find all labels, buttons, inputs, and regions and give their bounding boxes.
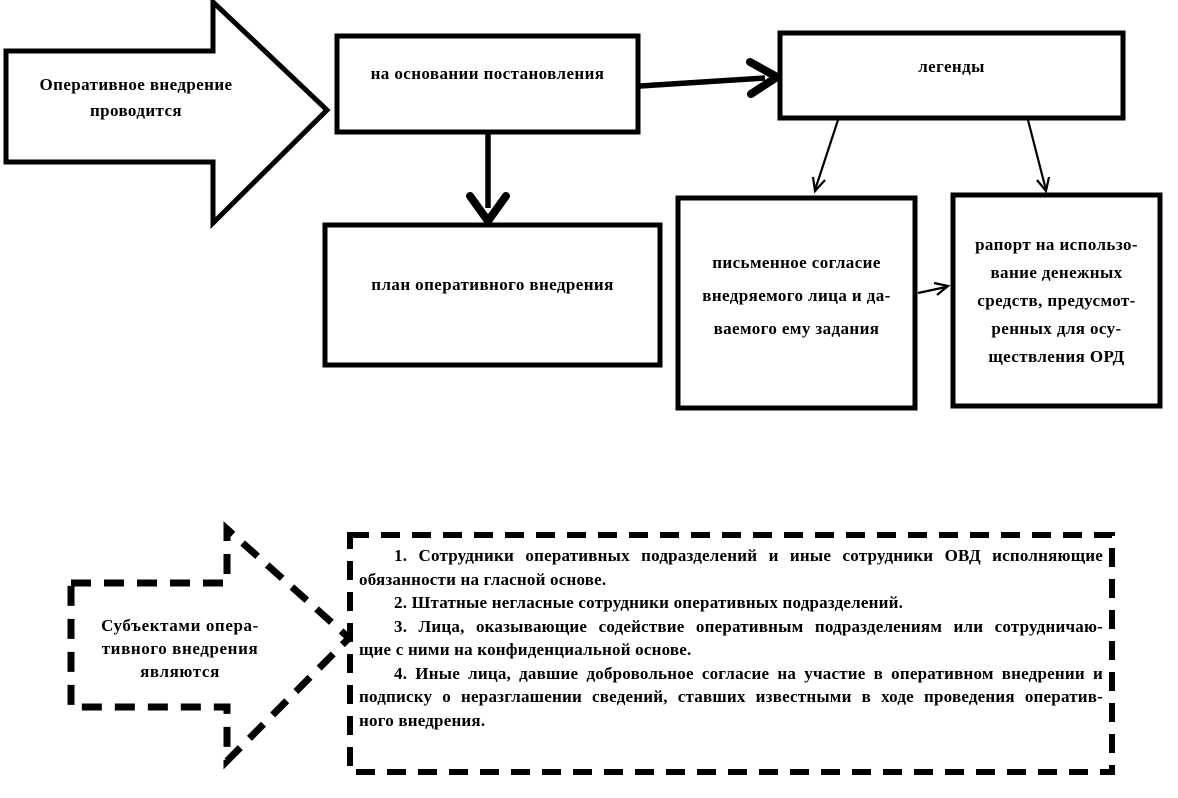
legend-box-label: легенды (918, 57, 985, 76)
arrow-resolution-to-legend (640, 62, 777, 94)
report-line3: средств, предусмот- (977, 290, 1136, 310)
subjects-list (359, 544, 1103, 732)
subjects-arrow-label (70, 614, 290, 683)
arrow-resolution-to-plan (470, 133, 506, 221)
subjects-list-line: обязанности на гласной основе. (359, 569, 607, 589)
consent-line3: ваемого ему задания (713, 318, 880, 338)
subjects-arrow-line1: Субъектами опера- (101, 616, 259, 635)
consent-line1: письменное согласие (712, 252, 881, 272)
intro-arrow-label (16, 72, 256, 124)
arrow-consent-to-report (918, 283, 948, 295)
resolution-box-label: на основании постановления (370, 64, 605, 83)
arrow-legend-to-consent (813, 120, 838, 191)
subjects-list-line: подписку о неразглашении сведений, ставших известными в ходе проведения оператив- (359, 687, 1103, 706)
report-line2: вание денежных (990, 262, 1123, 282)
report-line5: ществления ОРД (988, 346, 1125, 366)
report-box-label (958, 200, 1155, 401)
subjects-list-line: 3. Лица, оказывающие содействие оперативным подразделениям или сотрудничаю- (394, 616, 1103, 636)
intro-arrow-line1: Оперативное внедрение (39, 75, 233, 94)
arrow-legend-to-report (1028, 120, 1049, 191)
subjects-list-line: 2. Штатные негласные сотрудники оперативных подразделений. (394, 593, 904, 612)
consent-line2: внедряемого лица и да- (702, 285, 891, 305)
subjects-list-line: 4. Иные лица, давшие добровольное согласие на участие в оперативном внедрении и (394, 663, 1103, 683)
intro-arrow-line2: проводится (89, 101, 183, 120)
subjects-arrow-line3: являются (140, 662, 220, 681)
subjects-list-line: 1. Сотрудники оперативных подразделений и иные сотрудники ОВД исполняющие (394, 546, 1103, 565)
subjects-arrow-line2: тивного внедрения (101, 639, 259, 658)
consent-box-label (683, 203, 910, 403)
subjects-list-line: щие с ними на конфиденциальной основе. (359, 640, 692, 659)
report-line4: ренных для осу- (991, 318, 1122, 338)
report-line1: рапорт на использо- (975, 234, 1138, 254)
subjects-list-line: ного внедрения. (359, 710, 486, 730)
plan-box-label: план оперативного внедрения (371, 275, 614, 294)
